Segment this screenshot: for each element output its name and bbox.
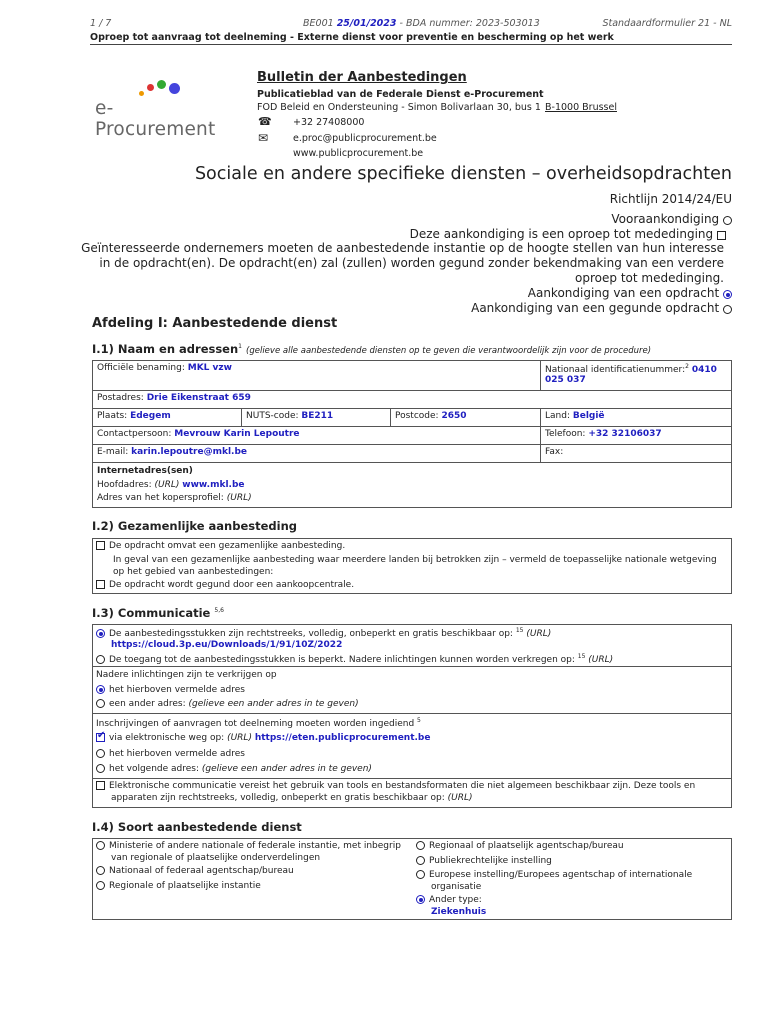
bulletin-phone: +32 27408000 bbox=[293, 117, 365, 128]
paragraph-line-1: Geïnteresseerde ondernemers moeten de aanbestedende instantie op de hoogte stellen van hun interesse bbox=[81, 241, 724, 255]
bulletin-web[interactable]: www.publicprocurement.be bbox=[293, 148, 424, 159]
option-vooraankondiging[interactable]: Vooraankondiging bbox=[611, 212, 732, 226]
bulletin-title: Bulletin der Aanbestedingen bbox=[257, 70, 467, 85]
mail-icon: ✉ bbox=[258, 131, 269, 145]
joint-procurement-note-1: In geval van een gezamenlijke aanbesteding waar meerdere landen bij betrokken zijn – vermeld de toepasselijke nationale wetgeving bbox=[113, 555, 717, 565]
country-cell: Land: België bbox=[540, 408, 732, 427]
submission-above-address-option[interactable]: het hierboven vermelde adres bbox=[96, 749, 245, 759]
place-cell: Plaats: Edegem bbox=[92, 408, 242, 427]
e-procurement-logo bbox=[95, 78, 225, 140]
type-ministry-option[interactable]: Ministerie of andere nationale of federale instantie, met inbegrip bbox=[96, 841, 401, 851]
submission-following-address-option[interactable]: het volgende adres: (gelieve een ander adres in te geven) bbox=[96, 764, 372, 774]
contact-cell: Contactpersoon: Mevrouw Karin Lepoutre bbox=[92, 426, 541, 445]
central-purchasing-option[interactable]: De opdracht wordt gegund door een aankoopcentrale. bbox=[96, 580, 354, 590]
paragraph-line-3: oproep tot mededinging. bbox=[575, 271, 724, 285]
documents-restricted-option[interactable]: De toegang tot de aanbestedingsstukken is beperkt. Nadere inlichtingen kunnen worden verkregen op: $^{15}$ (URL) bbox=[96, 653, 613, 665]
subsection-1-2-title: I.2) Gezamenlijke aanbesteding bbox=[92, 519, 298, 533]
type-regional-authority-option[interactable]: Regionale of plaatselijke instantie bbox=[96, 881, 261, 891]
type-ministry-note: van regionale of plaatselijke onderverdelingen bbox=[111, 853, 321, 863]
internet-cell: Internetadres(sen) Hoofdadres: (URL) www.mkl.be Adres van het kopersprofiel: (URL) bbox=[92, 462, 732, 508]
electronic-tools-option[interactable]: Elektronische communicatie vereist het gebruik van tools en bestandsformaten die niet algemeen beschikbaar zijn. Deze tools en bbox=[96, 781, 695, 791]
subsection-1-3-title: I.3) Communicatie $^{5,6}$ bbox=[92, 606, 224, 620]
bulletin-email[interactable]: e.proc@publicprocurement.be bbox=[293, 133, 437, 144]
nuts-cell: NUTS-code: BE211 bbox=[241, 408, 391, 427]
form-name: Standaardformulier 21 - NL bbox=[602, 18, 732, 29]
bulletin-publisher: Publicatieblad van de Federale Dienst e-Procurement bbox=[257, 89, 544, 100]
bulletin-address: FOD Beleid en Ondersteuning - Simon Bolivarlaan 30, bus 1 bbox=[257, 102, 541, 113]
fax-cell: Fax: bbox=[540, 444, 732, 463]
option-oproep[interactable]: Deze aankondiging is een oproep tot mededinging bbox=[410, 227, 726, 241]
national-id-cell: Nationaal identificatienummer:$^2$ 0410 025 037 bbox=[540, 360, 732, 391]
info-other-address-option[interactable]: een ander adres: (gelieve een ander adres in te geven) bbox=[96, 699, 359, 709]
option-aankondiging-opdracht[interactable]: Aankondiging van een opdracht bbox=[528, 286, 732, 300]
bulletin-city: B-1000 Brussel bbox=[545, 102, 617, 113]
directive: Richtlijn 2014/24/EU bbox=[609, 192, 732, 206]
electronic-tools-note: apparaten zijn rechtstreeks, volledig, onbeperkt en gratis beschikbaar op: (URL) bbox=[111, 793, 473, 803]
joint-procurement-note-2: op het gebied van aanbestedingen: bbox=[113, 567, 274, 577]
submission-electronic-option[interactable]: ✔via elektronische weg op: (URL) https://eten.publicprocurement.be bbox=[96, 733, 430, 743]
type-public-law-option[interactable]: Publiekrechtelijke instelling bbox=[416, 856, 552, 866]
phone-icon: ☎ bbox=[258, 115, 272, 128]
info-address-title: Nadere inlichtingen zijn te verkrijgen op bbox=[96, 670, 277, 680]
joint-procurement-option[interactable]: De opdracht omvat een gezamenlijke aanbesteding. bbox=[96, 541, 345, 551]
page-number: 1 / 7 bbox=[90, 18, 112, 29]
documents-free-option[interactable]: De aanbestedingsstukken zijn rechtstreeks, volledig, onbeperkt en gratis beschikbaar op: $^{15}$ (URL) bbox=[96, 627, 551, 639]
type-regional-agency-option[interactable]: Regionaal of plaatselijk agentschap/bureau bbox=[416, 841, 624, 851]
info-above-address-option[interactable]: het hierboven vermelde adres bbox=[96, 685, 245, 695]
subsection-1-1-title: I.1) Naam en adressen$^1$ (gelieve alle aanbestedende diensten op te geven die verantwoordelijk zijn voor de procedure) bbox=[92, 342, 652, 356]
type-european-option[interactable]: Europese instelling/Europees agentschap of internationale bbox=[416, 870, 692, 880]
type-other-value: Ziekenhuis bbox=[431, 907, 487, 917]
section-title: Afdeling I: Aanbestedende dienst bbox=[92, 316, 338, 331]
header-subtitle: Oproep tot aanvraag tot deelneming - Externe dienst voor preventie en bescherming op het werk bbox=[90, 32, 732, 45]
document-title: Sociale en andere specifieke diensten – overheidsopdrachten bbox=[194, 164, 732, 184]
subsection-1-4-title: I.4) Soort aanbestedende dienst bbox=[92, 820, 302, 834]
page-header bbox=[90, 18, 732, 30]
submission-title: Inschrijvingen of aanvragen tot deelneming moeten worden ingediend $^5$ bbox=[96, 717, 421, 729]
official-name-cell: Officiële benaming: MKL vzw bbox=[92, 360, 541, 391]
type-national-agency-option[interactable]: Nationaal of federaal agentschap/bureau bbox=[96, 866, 294, 876]
postal-address-cell: Postadres: Drie Eikenstraat 659 bbox=[92, 390, 732, 409]
logo-text: e-Procurement bbox=[95, 98, 216, 140]
documents-url[interactable]: https://cloud.3p.eu/Downloads/1/91/10Z/2022 bbox=[111, 640, 343, 650]
option-gegunde-opdracht[interactable]: Aankondiging van een gegunde opdracht bbox=[471, 301, 732, 315]
type-european-note: organisatie bbox=[431, 882, 482, 892]
paragraph-line-2: in de opdracht(en). De opdracht(en) zal (zullen) worden gegund zonder bekendmaking van een verdere bbox=[99, 256, 724, 270]
reference: BE001 25/01/2023 - BDA nummer: 2023-503013 bbox=[303, 18, 540, 29]
postcode-cell: Postcode: 2650 bbox=[390, 408, 541, 427]
type-other-option[interactable]: Ander type: bbox=[416, 895, 482, 905]
telephone-cell: Telefoon: +32 32106037 bbox=[540, 426, 732, 445]
email-cell: E-mail: karin.lepoutre@mkl.be bbox=[92, 444, 541, 463]
